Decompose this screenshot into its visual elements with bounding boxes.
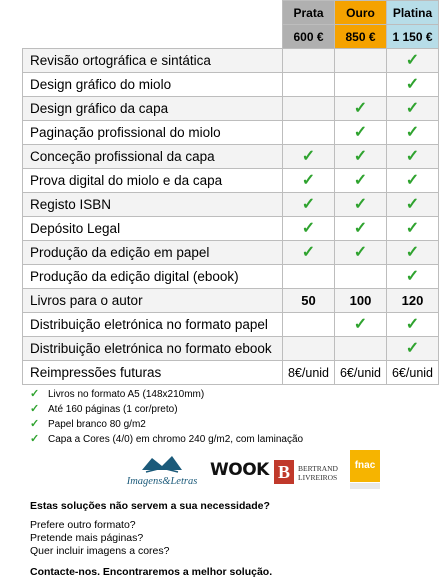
check-icon: ✓ xyxy=(405,315,420,333)
spec-item xyxy=(30,417,303,432)
check-icon: ✓ xyxy=(405,147,420,165)
spec-item xyxy=(30,432,303,447)
feature-row xyxy=(23,217,439,241)
cell-value: 8€/unid xyxy=(287,366,329,380)
check-icon: ✓ xyxy=(301,147,316,165)
feature-label: Livros para o autor xyxy=(23,289,283,313)
check-icon: ✓ xyxy=(405,171,420,189)
check-cell xyxy=(335,145,387,169)
header-blank xyxy=(23,25,283,49)
feature-row xyxy=(23,265,439,289)
check-cell xyxy=(283,193,335,217)
value-cell xyxy=(387,289,439,313)
cta-line: Prefere outro formato? xyxy=(30,519,136,531)
plan-name-prata: Prata xyxy=(283,1,335,25)
cta-line: Quer incluir imagens a cores? xyxy=(30,545,170,557)
check-icon: ✓ xyxy=(301,195,316,213)
check-cell xyxy=(387,73,439,97)
feature-label: Design gráfico da capa xyxy=(23,97,283,121)
check-cell xyxy=(335,241,387,265)
check-icon: ✓ xyxy=(353,171,368,189)
check-icon: ✓ xyxy=(353,243,368,261)
imagens-letras-logo xyxy=(122,454,202,492)
fnac-underbar xyxy=(350,483,380,489)
feature-row xyxy=(23,145,439,169)
fnac-wordmark: fnac xyxy=(350,450,380,482)
empty-cell xyxy=(283,73,335,97)
check-cell xyxy=(335,193,387,217)
check-icon: ✓ xyxy=(30,418,40,430)
plan-name-ouro: Ouro xyxy=(335,1,387,25)
empty-cell xyxy=(335,73,387,97)
check-cell xyxy=(387,49,439,73)
check-cell xyxy=(387,241,439,265)
feature-label: Conceção profissional da capa xyxy=(23,145,283,169)
feature-label: Depósito Legal xyxy=(23,217,283,241)
check-cell xyxy=(387,121,439,145)
empty-cell xyxy=(283,97,335,121)
check-icon: ✓ xyxy=(30,388,40,400)
check-cell xyxy=(335,97,387,121)
check-icon: ✓ xyxy=(353,99,368,117)
check-cell xyxy=(387,145,439,169)
feature-label: Produção da edição digital (ebook) xyxy=(23,265,283,289)
cell-value: 100 xyxy=(349,293,372,308)
check-icon: ✓ xyxy=(30,433,40,445)
spec-text: Livros no formato A5 (148x210mm) xyxy=(48,389,205,400)
feature-row xyxy=(23,313,439,337)
check-icon: ✓ xyxy=(405,243,420,261)
feature-row xyxy=(23,49,439,73)
spec-text: Até 160 páginas (1 cor/preto) xyxy=(48,404,178,415)
feature-row xyxy=(23,337,439,361)
check-icon: ✓ xyxy=(405,267,420,285)
check-cell xyxy=(335,121,387,145)
check-cell xyxy=(387,313,439,337)
empty-cell xyxy=(283,49,335,73)
empty-cell xyxy=(335,265,387,289)
bertrand-mark: B xyxy=(274,460,294,484)
check-icon: ✓ xyxy=(405,123,420,141)
check-icon: ✓ xyxy=(30,403,40,415)
check-icon: ✓ xyxy=(405,51,420,69)
cell-value: 6€/unid xyxy=(391,366,433,380)
plan-price-prata: 600 € xyxy=(283,25,335,49)
feature-row xyxy=(23,193,439,217)
check-icon: ✓ xyxy=(405,195,420,213)
feature-label: Paginação profissional do miolo xyxy=(23,121,283,145)
check-icon: ✓ xyxy=(353,195,368,213)
check-icon: ✓ xyxy=(405,75,420,93)
feature-row xyxy=(23,169,439,193)
cta-question: Estas soluções não servem a sua necessidade? xyxy=(30,500,270,512)
check-icon: ✓ xyxy=(301,171,316,189)
feature-label: Produção da edição em papel xyxy=(23,241,283,265)
cell-value: 6€/unid xyxy=(339,366,381,380)
empty-cell xyxy=(335,337,387,361)
feature-row xyxy=(23,361,439,385)
spec-item xyxy=(30,387,303,402)
spec-text: Capa a Cores (4/0) em chromo 240 g/m2, com laminação xyxy=(48,434,304,445)
check-cell xyxy=(387,193,439,217)
cell-value: 120 xyxy=(401,293,424,308)
feature-label: Revisão ortográfica e sintática xyxy=(23,49,283,73)
spec-list xyxy=(30,387,303,447)
empty-cell xyxy=(283,337,335,361)
contact-section xyxy=(30,499,430,577)
check-cell xyxy=(283,217,335,241)
check-cell xyxy=(283,241,335,265)
empty-cell xyxy=(335,49,387,73)
check-icon: ✓ xyxy=(301,219,316,237)
feature-label: Distribuição eletrónica no formato ebook xyxy=(23,337,283,361)
feature-row xyxy=(23,121,439,145)
value-cell xyxy=(335,361,387,385)
book-icon xyxy=(140,454,184,474)
check-cell xyxy=(387,97,439,121)
check-cell xyxy=(283,145,335,169)
value-cell xyxy=(387,361,439,385)
imagens-letras-wordmark: Imagens&Letras xyxy=(126,476,198,487)
spec-text: Papel branco 80 g/m2 xyxy=(48,419,146,430)
feature-label: Reimpressões futuras xyxy=(23,361,283,385)
feature-row xyxy=(23,73,439,97)
check-cell xyxy=(387,265,439,289)
header-blank xyxy=(23,1,283,25)
feature-row xyxy=(23,97,439,121)
check-cell xyxy=(387,169,439,193)
value-cell xyxy=(283,361,335,385)
check-cell xyxy=(335,217,387,241)
bertrand-sub: LIVREIROS xyxy=(298,473,338,482)
bertrand-name: BERTRAND xyxy=(298,464,338,473)
fnac-logo xyxy=(350,450,380,492)
value-cell xyxy=(335,289,387,313)
plan-price-ouro: 850 € xyxy=(335,25,387,49)
plan-price-platina: 1 150 € xyxy=(387,25,439,49)
check-cell xyxy=(335,169,387,193)
plan-name-platina: Platina xyxy=(387,1,439,25)
check-icon: ✓ xyxy=(301,243,316,261)
empty-cell xyxy=(283,265,335,289)
check-icon: ✓ xyxy=(353,315,368,333)
value-cell xyxy=(283,289,335,313)
feature-label: Prova digital do miolo e da capa xyxy=(23,169,283,193)
cta-contact: Contacte-nos. Encontraremos a melhor solução. xyxy=(30,566,273,577)
feature-row xyxy=(23,241,439,265)
cta-line: Pretende mais páginas? xyxy=(30,532,144,544)
check-cell xyxy=(335,313,387,337)
check-icon: ✓ xyxy=(353,219,368,237)
check-icon: ✓ xyxy=(353,147,368,165)
check-cell xyxy=(387,337,439,361)
check-cell xyxy=(387,217,439,241)
check-icon: ✓ xyxy=(353,123,368,141)
feature-label: Registo ISBN xyxy=(23,193,283,217)
cell-value: 50 xyxy=(301,293,316,308)
check-icon: ✓ xyxy=(405,219,420,237)
wook-logo: WOOK xyxy=(210,460,269,480)
spec-item xyxy=(30,402,303,417)
check-cell xyxy=(283,169,335,193)
check-icon: ✓ xyxy=(405,99,420,117)
feature-row xyxy=(23,289,439,313)
pricing-table xyxy=(22,0,439,385)
feature-label: Distribuição eletrónica no formato papel xyxy=(23,313,283,337)
partner-logos xyxy=(122,450,392,498)
check-icon: ✓ xyxy=(405,339,420,357)
empty-cell xyxy=(283,121,335,145)
feature-label: Design gráfico do miolo xyxy=(23,73,283,97)
empty-cell xyxy=(283,313,335,337)
